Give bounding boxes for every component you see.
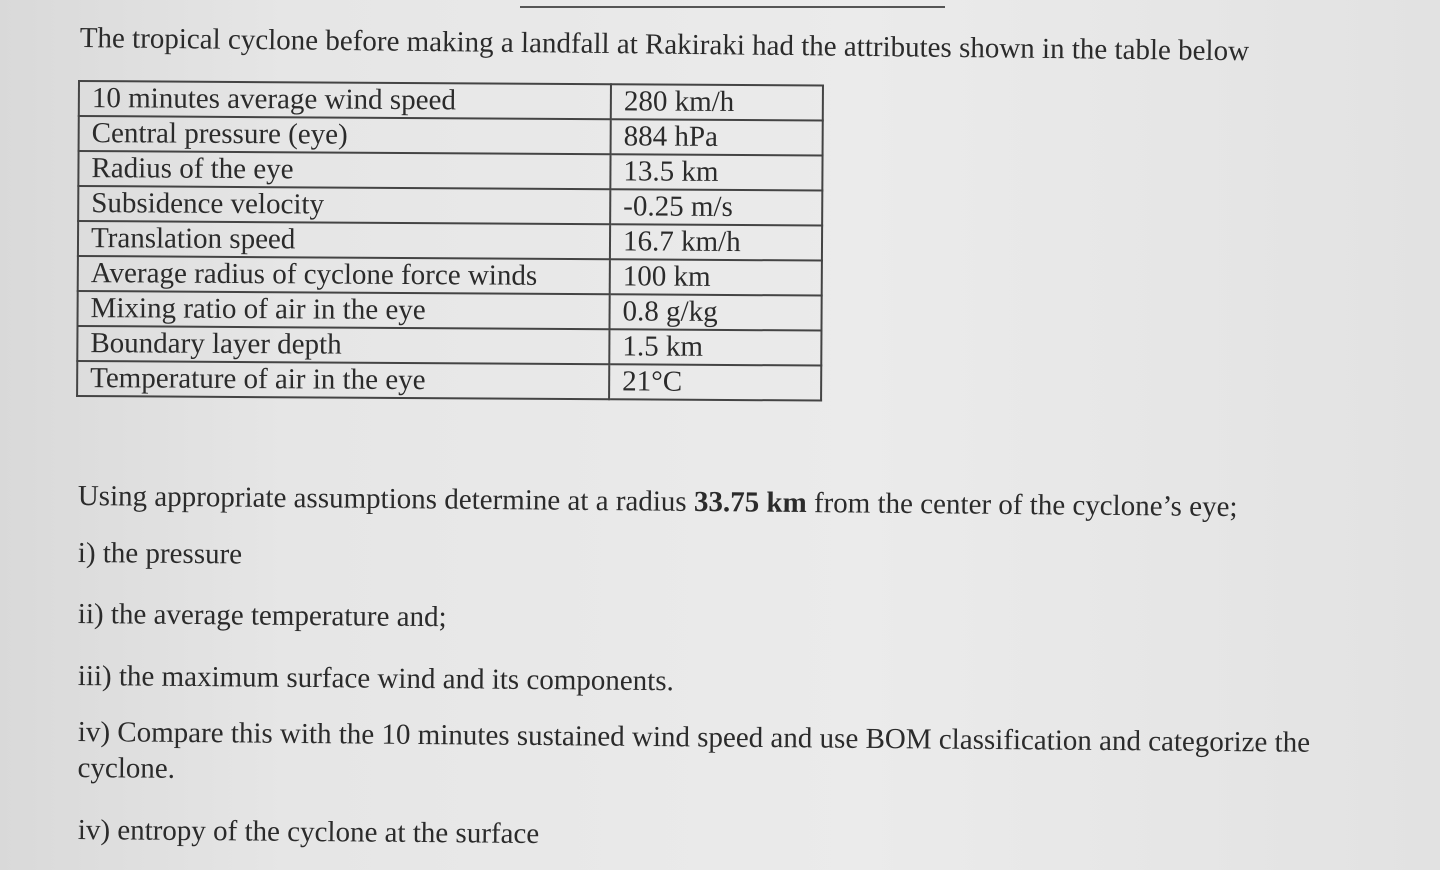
table-row <box>78 151 822 191</box>
table-row <box>79 81 823 121</box>
attribute-label: 10 minutes average wind speed <box>79 81 611 119</box>
top-rule <box>520 6 945 8</box>
question-suffix: from the center of the cyclone’s eye; <box>806 486 1238 524</box>
intro-text: The tropical cyclone before making a landfall at Rakiraki had the attributes shown in the table below <box>79 21 1250 68</box>
attribute-label: Mixing ratio of air in the eye <box>77 291 609 329</box>
table-row <box>79 116 823 156</box>
attribute-value: 21°C <box>609 364 821 400</box>
attribute-label: Translation speed <box>78 221 610 259</box>
attribute-label: Radius of the eye <box>78 151 610 189</box>
attribute-value: 0.8 g/kg <box>609 294 821 330</box>
attribute-label: Subsidence velocity <box>78 186 610 224</box>
table-row <box>77 291 821 331</box>
table-row <box>77 326 821 366</box>
question-item-wind: iii) the maximum surface wind and its components. <box>77 659 674 698</box>
attribute-label: Central pressure (eye) <box>79 116 611 154</box>
attribute-value: 1.5 km <box>609 329 821 365</box>
question-item-compare: iv) Compare this with the 10 minutes sustained wind speed and use BOM classification and categorize the cyclone. <box>77 715 1311 785</box>
question-radius: 33.75 km <box>693 485 807 519</box>
attribute-value: 16.7 km/h <box>610 224 822 260</box>
attribute-value: 13.5 km <box>610 154 822 190</box>
question-text <box>78 478 1408 527</box>
table-row <box>78 256 822 296</box>
cyclone-attributes-table <box>76 80 824 402</box>
table-row <box>77 361 821 401</box>
attribute-value: 884 hPa <box>611 119 823 155</box>
attribute-label: Average radius of cyclone force winds <box>78 256 610 294</box>
question-item-pressure: i) the pressure <box>77 536 243 571</box>
question-item-entropy: iv) entropy of the cyclone at the surface <box>77 813 540 851</box>
attribute-label: Boundary layer depth <box>77 326 609 364</box>
attribute-label: Temperature of air in the eye <box>77 361 609 399</box>
attribute-value: 280 km/h <box>611 84 823 120</box>
attribute-value: -0.25 m/s <box>610 189 822 225</box>
question-item-temperature: ii) the average temperature and; <box>77 597 447 634</box>
attribute-value: 100 km <box>610 259 822 295</box>
table-row <box>78 221 822 261</box>
table-row <box>78 186 822 226</box>
question-prefix: Using appropriate assumptions determine at a radius <box>77 479 695 518</box>
